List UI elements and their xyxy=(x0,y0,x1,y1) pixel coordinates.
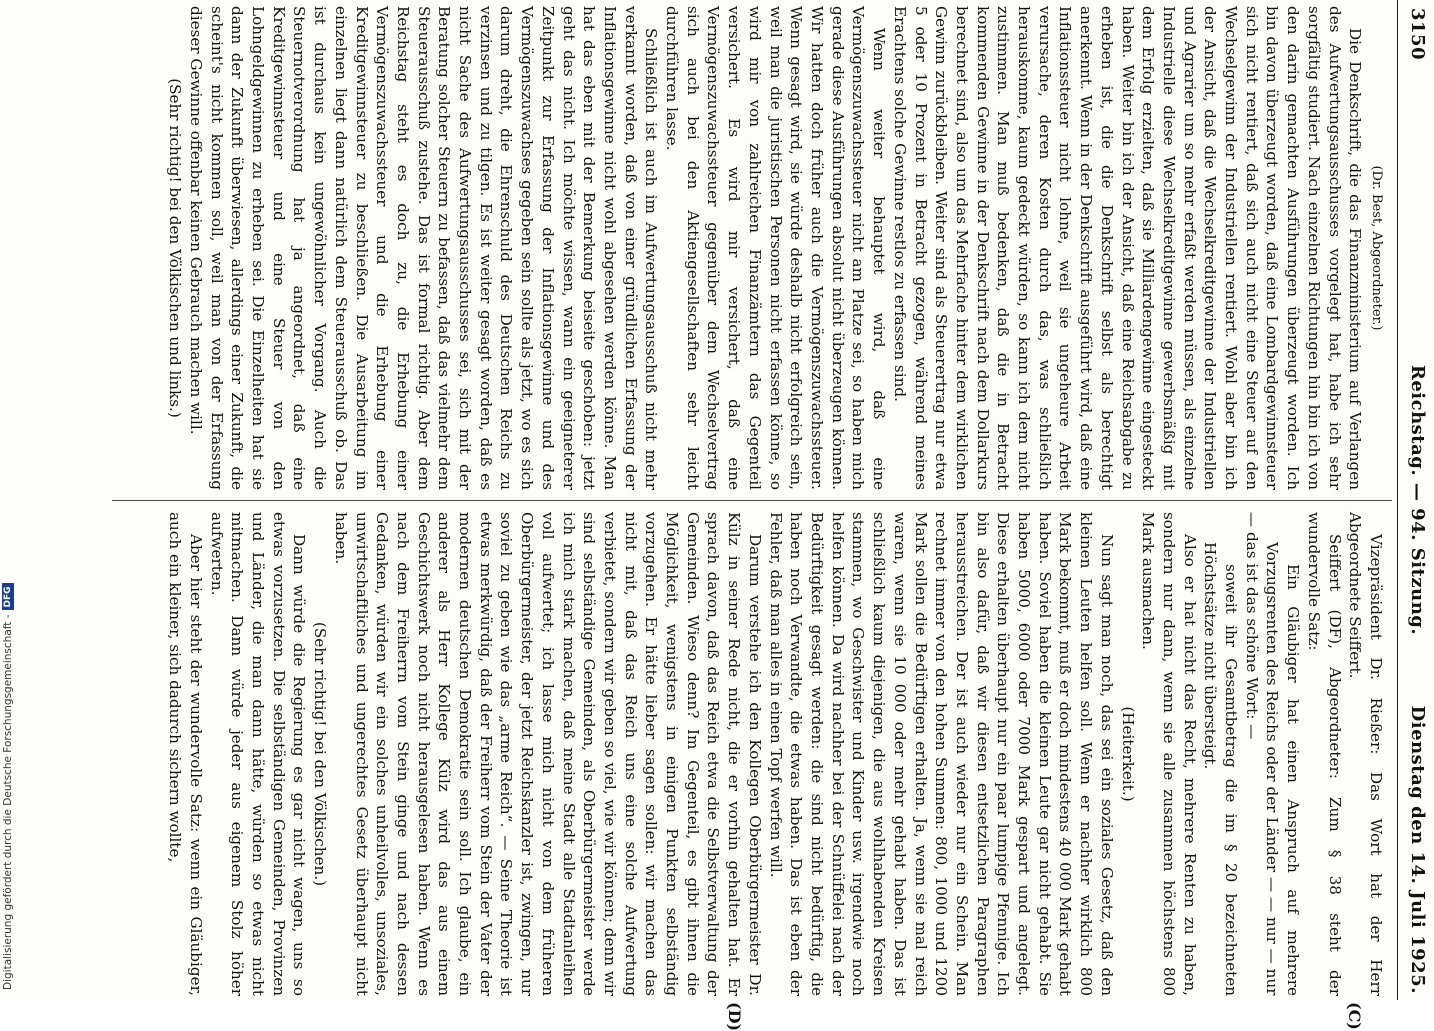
page-header xyxy=(1394,0,1434,1000)
header-rule xyxy=(1397,0,1398,1000)
page-number: 3150 xyxy=(1407,8,1428,61)
left-column xyxy=(165,6,1386,490)
speaker-line: (Dr. Best, Abgeordneter.) xyxy=(1369,165,1384,331)
session-date: Dienstag den 14. Juli 1925. xyxy=(1407,705,1428,994)
paragraph: Dann würde die Regierung es gar nicht wagen, uns so etwas vorzusetzen. Die selbständigen Gemeinden, Provinzen und Länder, die man dann hätte, würden so etwas nicht mitmachen. Dann würde jeder aus eigenem Stolz höher aufwerten. xyxy=(207,512,309,996)
paragraph: Also er hat nicht das Recht, mehrere Renten zu haben, sondern nur dann, wenn sie alle zusammen höchstens 800 Mark ausmachen. xyxy=(1139,512,1199,996)
paragraph: Die Denkschrift, die das Finanzministerium auf Verlangen des Aufwertungsausschusses vorgelegt hat, habe ich sehr sorgfältig studiert. Nach einzelnen Richtungen hin bin ich von den darin gemachten Ausführungen überzeugt worden. Ich bin davon überzeugt worden, daß eine Lombardgewinnsteuer sich nicht rentiert, daß sich auch nicht eine Steuer auf den Wechselgewinn der Industriellen rentiert. Wohl aber bin ich der Ansicht, daß die Wechselkreditgewinne der Industriellen und Agrarier um so mehr erfaßt werden müssen, als einzelne Industrielle diese Wechselkreditgewinne gewerbsmäßig mit dem Erfolg erzielten, daß sie Milliardengewinne eingesteckt haben. Weiter bin ich der Ansicht, daß eine Reichsabgabe zu erheben ist, die die Denkschrift selbst als berechtigt anerkennt. Wenn in der Denkschrift ausgeführt wird, daß eine Inflationssteuer nicht lohne, weil sie ungeheure Arbeit verursache, deren Kosten durch das, was schließlich herauskomme, kaum gedeckt würden, so kann ich dem nicht zustimmen. Man muß bedenken, daß die in Betracht kommenden Gewinne in der Denkschrift nach dem Dollarkurs berechnet sind, also um das Mehrfache hinter dem wirklichen Gewinn zurückbleiben. Weiter sind als Steuerertrag nur etwa 5 oder 10 Prozent in Betracht gezogen, während meines Erachtens solche Gewinne restlos zu erfassen sind. xyxy=(890,6,1365,490)
interjection: (Sehr richtig! bei den Völkischen und links.) xyxy=(166,78,185,418)
page-title: Reichstag. — 94. Sitzung. xyxy=(1407,364,1428,636)
paragraph: Darum verstehe ich den Kollegen Oberbürgermeister Dr. Külz in seiner Rede nicht, die er vorhin gehalten hat. Er sprach davon, daß das Reich etwa die Selbstverwaltung der Gemeinden. Wieso denn? Im Gegenteil, es gibt ihnen die Möglichkeit, wenigstens in einigen Punkten selbständig vorzugehen. Er hätte lieber sagen sollen: wir machen das nicht mit, daß das Reich uns eine solche Aufwertung verbietet, sondern wir geben so viel, wie wir können; denn wir sind selbständige Gemeinden, als Oberbürgermeister werde ich mich stark machen, daß meine Stadt alle Stadtanleihen voll aufwertet; ich lasse mich nicht von dem früheren Oberbürgermeister, der jetzt Reichskanzler ist, zwingen, nur soviel zu geben wie das „arme Reich“. — Seine Theorie ist etwas merkwürdig, daß der Freiherr vom Stein der Vater der modernen deutschen Demokratie sein soll. Ich glaube, ein anderer als Herr Kollege Külz wird das aus einem Geschichtswerk noch nicht herausgelesen haben. Wenn es nach dem Freiherrn vom Stein ginge und nach dessen Gedanken, würden wir ein solches unheilvolles, unsoziales, unwirtschaftliches und ungerechtes Gesetz überhaupt nicht haben. xyxy=(331,512,764,996)
paragraph: Nun sagt man noch, das sei ein soziales Gesetz, daß den kleinen Leuten helfen soll. Wenn er nachher wirklich 800 Mark bekommt, muß er doch mindestens 40 000 Mark gehabt haben. Soviel haben die kleinen Leute gar nicht gehabt. Sie haben 5000, 6000 oder 7000 Mark gespart und angelegt. Diese erhalten überhaupt nur ein paar lumpige Pfennige. Ich bin also dafür, daß wir diesen entsetzlichen Paragraphen herausstreichen. Der ist auch wieder nur ein Schein. Man rechnet immer von den hohen Summen: 800, 1000 und 1200 Mark sollen die Bedürftigen erhalten. Ja, wenn sie mal reich waren, wenn sie 10 000 oder mehr gehabt haben. Das ist schließlich kaum diejenigen, die aus wohlhabenden Kreisen stammen, wo Geschwister und Kinder usw. irgendwie noch helfen können. Da wird nachher bei der Schnüffelei nach der Bedürftigkeit gesagt werden: die sind nicht bedürftig, die haben noch Verwandte, die etwas haben. Das ist eben der Fehler, daß man alles in einen Topf werfen will. xyxy=(766,512,1116,996)
rotated-document-page xyxy=(104,0,1434,1031)
right-column xyxy=(165,512,1386,996)
paragraph: Vizepräsident Dr. Rießer: Das Wort hat der Herr Abgeordnete Seiffert. xyxy=(1346,512,1385,996)
margin-marker-c: (C) xyxy=(1345,1002,1364,1030)
paragraph: Wenn weiter behauptet wird, daß eine Vermögenszuwachssteuer nicht am Platze sei, so haben mich gerade diese Ausführungen absolut nicht überzeugen können. Wir hatten doch früher auch die Vermögenszuwachssteuer. Wenn gesagt wird, sie würde deshalb nicht erfolgreich sein, weil man die juristischen Personen nicht erfassen könne, so wird mir von zahlreichen Finanzämtern das Gegenteil versichert. Es wird mir versichert, daß eine Vermögenszuwachssteuer gegenüber dem Wechselvertrag sich auch bei den Aktiengesellschaften sehr leicht durchführen lasse. xyxy=(663,6,889,490)
margin-marker-d: (D) xyxy=(725,1002,744,1031)
paragraph: Schließlich ist auch im Aufwertungsausschuß nicht mehr verkannt worden, daß von einer gründlichen Erfassung der Inflationsgewinne nicht wohl abgesehen werden könne. Man hat das eben mit der Bemerkung beiseite geschoben: jetzt geht das nicht. Ich möchte wissen, wann ein geeigneterer Zeitpunkt zur Erfassung der Inflationsgewinne und des Vermögenszuwachses gegeben sein sollte als jetzt, wo es sich darum dreht, die Ehrenschuld des Deutschen Reichs zu verzinsen und zu tilgen. Es ist weiter gesagt worden, daß es nicht Sache des Aufwertungsausschusses sei, sich mit der Beratung solcher Steuern zu befassen, daß das vielmehr dem Steuerausschuß zustehe. Das ist formal richtig. Aber dem Reichstag steht es doch zu, die Erhebung einer Vermögenszuwachssteuer und die Erhebung einer Kreditgewinnsteuer zu beschließen. Die Ausarbeitung im einzelnen liegt dann natürlich dem Steuerausschuß ob. Das ist durchaus kein ungewöhnlicher Vorgang. Auch die Steuernotverordnung hat ja angeordnet, daß eine Kreditgewinnsteuer und eine Steuer von den Lohngeldgewinnen zu erheben sei. Die Einzelheiten hat sie dann der Zukunft überwiesen, allerdings einer Zukunft, die scheint's nicht kommen soll, weil man von der Erfassung dieser Gewinne offenbar keinen Gebrauch machen will. xyxy=(186,6,661,490)
column-divider xyxy=(112,500,1392,501)
dfg-logo: DFG xyxy=(2,583,14,610)
quotation: Ein Gläubiger hat einen Anspruch auf mehrere Vorzugsrenten des Reichs oder der Länder — — nur — nur xyxy=(1263,542,1303,996)
paragraph: Seiffert (DF), Abgeordneter: Zum § 38 steht der wundervolle Satz: xyxy=(1304,512,1344,996)
interjection: (Sehr richtig! bei den Völkischen.) xyxy=(311,621,330,887)
interjection: (Heiterkeit.) xyxy=(1118,706,1137,802)
credit-text: Digitalisierung gefördert durch die Deutsche Forschungsgemeinschaft - xyxy=(2,614,14,990)
paragraph: Aber hier steht der wundervolle Satz: wenn ein Gläubiger, auch ein kleiner, sich dadurch sichern wollte, xyxy=(166,512,205,996)
quotation: soweit ihr Gesamtbetrag die im § 20 bezeichneten Höchstsätze nicht übersteigt. xyxy=(1201,542,1241,996)
paragraph: — das ist das schöne Wort: — xyxy=(1242,512,1261,740)
digitization-credit xyxy=(2,586,14,1000)
